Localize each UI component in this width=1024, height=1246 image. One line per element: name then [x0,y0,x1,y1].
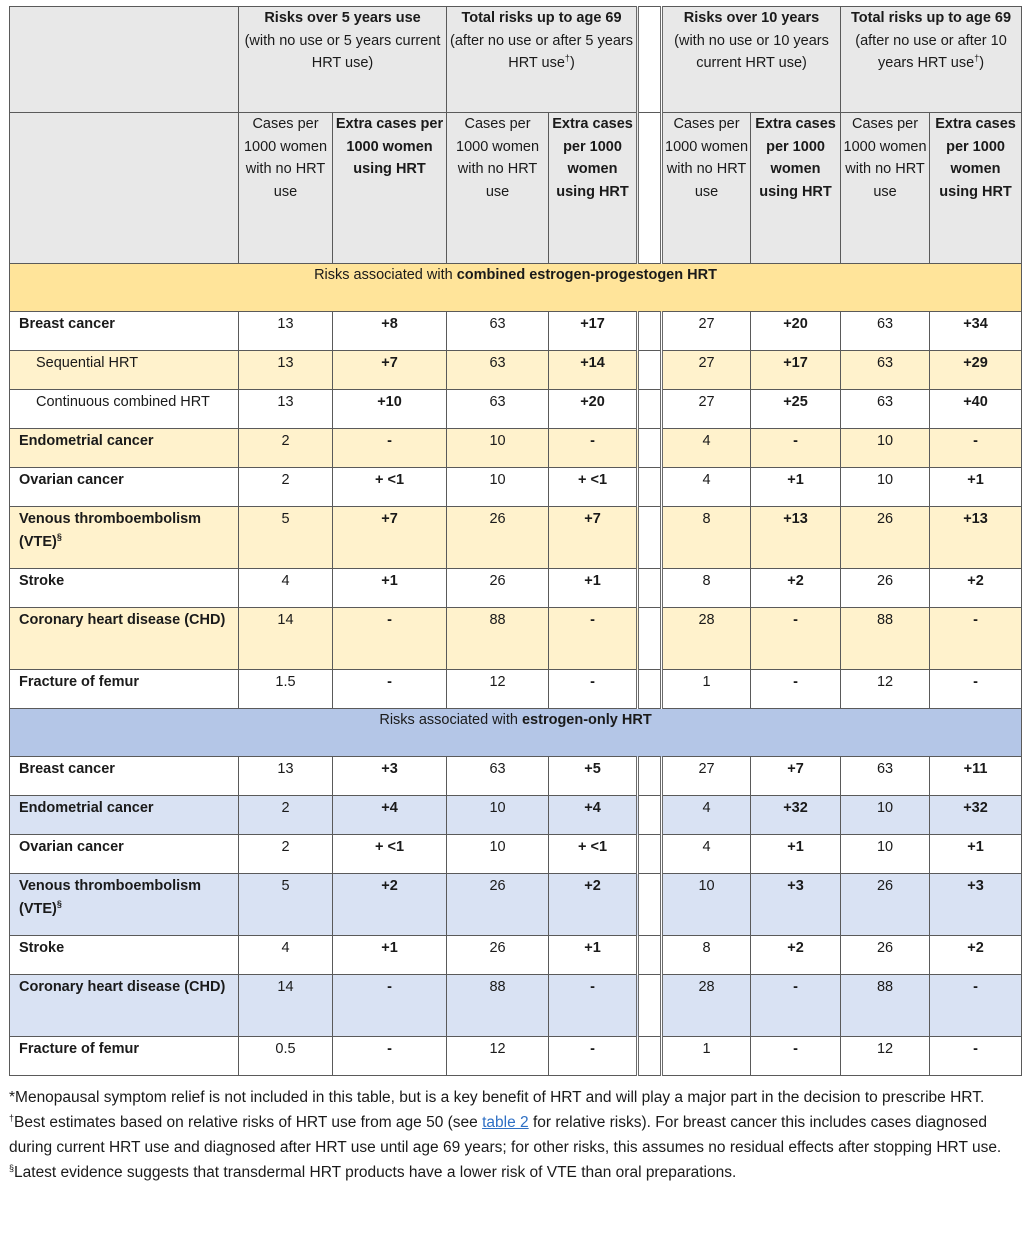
sub-header-extra: Extra cases per 1000 women using HRT [549,113,638,264]
baseline-cases-cell: 63 [447,757,549,796]
baseline-cases-cell: 88 [841,608,930,670]
extra-cases-cell: +17 [549,312,638,351]
dagger-mark: † [974,53,980,63]
baseline-cases-cell: 63 [447,351,549,390]
baseline-cases-cell: 13 [239,312,333,351]
section-combined-rows [10,312,1022,709]
row-label [10,757,239,796]
column-spacer [638,113,662,264]
extra-cases-cell: - [333,975,447,1037]
extra-cases-cell: - [333,608,447,670]
table-row [10,507,1022,569]
sub-header-extra: Extra cases per 1000 women using HRT [751,113,841,264]
header-corner-cell [10,113,239,264]
extra-cases-cell: - [751,975,841,1037]
column-spacer [638,569,662,608]
hrt-risk-table [9,6,1022,1076]
extra-cases-cell: - [930,1037,1022,1076]
section-banner-text [10,709,1022,757]
sub-header-cases: Cases per 1000 women with no HRT use [239,113,333,264]
extra-cases-cell: - [751,608,841,670]
column-spacer [638,507,662,569]
extra-cases-cell: +4 [333,796,447,835]
column-spacer [638,936,662,975]
extra-cases-cell: - [930,975,1022,1037]
extra-cases-cell: - [751,429,841,468]
banner-bold: estrogen-only HRT [521,712,652,728]
extra-cases-cell: - [333,1037,447,1076]
group-header-subtitle: (after no use or after 5 years HRT use [450,32,633,71]
baseline-cases-cell: 26 [447,569,549,608]
baseline-cases-cell: 26 [841,874,930,936]
row-label-text: Breast cancer [19,761,115,777]
baseline-cases-cell: 10 [841,429,930,468]
paren-close: ) [979,55,985,71]
extra-cases-cell: +29 [930,351,1022,390]
baseline-cases-cell: 14 [239,608,333,670]
column-spacer [638,390,662,429]
table-row [10,390,1022,429]
table-row [10,569,1022,608]
baseline-cases-cell: 63 [447,312,549,351]
extra-cases-cell: + <1 [549,468,638,507]
baseline-cases-cell: 27 [662,757,751,796]
table-row [10,874,1022,936]
row-label [10,608,239,670]
row-label-text: Endometrial cancer [19,800,154,816]
baseline-cases-cell: 26 [841,569,930,608]
row-label-text: Continuous combined HRT [36,394,210,410]
row-label-text: Stroke [19,573,65,589]
extra-cases-cell: +2 [751,569,841,608]
baseline-cases-cell: 10 [447,796,549,835]
extra-cases-cell: +13 [751,507,841,569]
baseline-cases-cell: 12 [841,670,930,709]
baseline-cases-cell: 8 [662,569,751,608]
baseline-cases-cell: 1 [662,670,751,709]
extra-cases-cell: +10 [333,390,447,429]
extra-cases-cell: +5 [549,757,638,796]
table-row [10,796,1022,835]
extra-cases-cell: - [930,429,1022,468]
sub-header-extra: Extra cases per 1000 women using HRT [333,113,447,264]
baseline-cases-cell: 8 [662,507,751,569]
row-label [10,796,239,835]
baseline-cases-cell: 10 [447,835,549,874]
extra-cases-cell: +1 [930,468,1022,507]
extra-cases-cell: - [930,670,1022,709]
extra-cases-cell: +7 [751,757,841,796]
baseline-cases-cell: 2 [239,429,333,468]
extra-cases-cell: - [751,1037,841,1076]
banner-prefix: Risks associated with [379,712,522,728]
baseline-cases-cell: 10 [841,835,930,874]
row-label-text: Ovarian cancer [19,472,124,488]
baseline-cases-cell: 10 [447,429,549,468]
extra-cases-cell: +11 [930,757,1022,796]
baseline-cases-cell: 4 [239,569,333,608]
row-label-text: Stroke [19,940,65,956]
sub-header-cases: Cases per 1000 women with no HRT use [447,113,549,264]
baseline-cases-cell: 26 [841,507,930,569]
table-row [10,1037,1022,1076]
column-spacer [638,1037,662,1076]
baseline-cases-cell: 26 [447,874,549,936]
column-spacer [638,975,662,1037]
baseline-cases-cell: 1.5 [239,670,333,709]
extra-cases-cell: +13 [930,507,1022,569]
group-header-title: Total risks up to age 69 [461,10,622,26]
row-label [10,351,239,390]
extra-cases-cell: +17 [751,351,841,390]
baseline-cases-cell: 12 [447,1037,549,1076]
baseline-cases-cell: 13 [239,757,333,796]
baseline-cases-cell: 28 [662,608,751,670]
baseline-cases-cell: 26 [447,936,549,975]
footnotes [9,1085,1019,1185]
row-label [10,468,239,507]
baseline-cases-cell: 27 [662,312,751,351]
extra-cases-cell: +1 [751,835,841,874]
column-spacer [638,608,662,670]
section-banner-combined [10,264,1022,312]
group-header-subtitle: (with no use or 10 years current HRT use) [674,32,829,71]
row-label-text: Endometrial cancer [19,433,154,449]
sub-header-row [10,113,1022,264]
baseline-cases-cell: 63 [841,351,930,390]
group-header-10yr [662,7,841,113]
section-banner-text [10,264,1022,312]
row-label [10,312,239,351]
extra-cases-cell: - [549,1037,638,1076]
baseline-cases-cell: 10 [447,468,549,507]
extra-cases-cell: +40 [930,390,1022,429]
row-label [10,670,239,709]
footnote-section [9,1160,1019,1185]
table-row [10,975,1022,1037]
group-header-title: Risks over 10 years [683,10,820,26]
column-spacer [638,874,662,936]
baseline-cases-cell: 12 [841,1037,930,1076]
baseline-cases-cell: 5 [239,507,333,569]
row-label [10,507,239,569]
baseline-cases-cell: 13 [239,390,333,429]
banner-prefix: Risks associated with [314,267,457,283]
table-row [10,608,1022,670]
column-spacer [638,670,662,709]
extra-cases-cell: +2 [333,874,447,936]
table-row [10,351,1022,390]
baseline-cases-cell: 63 [841,757,930,796]
row-label [10,936,239,975]
baseline-cases-cell: 4 [662,468,751,507]
extra-cases-cell: +14 [549,351,638,390]
extra-cases-cell: +1 [333,569,447,608]
extra-cases-cell: +1 [751,468,841,507]
extra-cases-cell: - [333,429,447,468]
extra-cases-cell: +8 [333,312,447,351]
extra-cases-cell: +2 [751,936,841,975]
extra-cases-cell: - [549,670,638,709]
extra-cases-cell: - [333,670,447,709]
baseline-cases-cell: 27 [662,390,751,429]
extra-cases-cell: +32 [751,796,841,835]
extra-cases-cell: +34 [930,312,1022,351]
baseline-cases-cell: 2 [239,468,333,507]
row-label-text: Fracture of femur [19,1041,140,1057]
row-label-text: Venous thromboembolism (VTE) [19,878,202,917]
sub-header-extra: Extra cases per 1000 women using HRT [930,113,1022,264]
table-row [10,757,1022,796]
footnote-star: *Menopausal symptom relief is not included in this table, but is a key benefit of HRT and will play a major part in the decision to prescribe HRT. [9,1089,985,1106]
extra-cases-cell: +4 [549,796,638,835]
dagger-mark: † [9,1113,15,1123]
footnote-text: Latest evidence suggests that transdermal HRT products have a lower risk of VTE than oral preparations. [14,1164,737,1181]
group-header-total-10yr [841,7,1022,113]
table-row [10,429,1022,468]
extra-cases-cell: +3 [930,874,1022,936]
group-header-title: Total risks up to age 69 [850,10,1012,26]
row-label [10,569,239,608]
baseline-cases-cell: 10 [841,468,930,507]
baseline-cases-cell: 5 [239,874,333,936]
baseline-cases-cell: 63 [447,390,549,429]
group-header-subtitle: (with no use or 5 years current HRT use) [244,32,441,71]
header-corner-cell [10,7,239,113]
dagger-mark: † [564,53,570,63]
column-spacer [638,312,662,351]
extra-cases-cell: - [549,608,638,670]
extra-cases-cell: +2 [930,936,1022,975]
column-spacer [638,351,662,390]
section-mark: § [56,898,62,909]
column-spacer [638,468,662,507]
extra-cases-cell: + <1 [333,468,447,507]
baseline-cases-cell: 4 [239,936,333,975]
row-label-text: Venous thromboembolism (VTE) [19,511,202,550]
extra-cases-cell: - [751,670,841,709]
baseline-cases-cell: 63 [841,390,930,429]
extra-cases-cell: +1 [549,936,638,975]
baseline-cases-cell: 13 [239,351,333,390]
extra-cases-cell: +32 [930,796,1022,835]
footnote-text: Best estimates based on relative risks of HRT use from age 50 (see [14,1114,483,1131]
table-row [10,835,1022,874]
paren-close: ) [569,55,575,71]
column-spacer [638,7,662,113]
extra-cases-cell: +3 [751,874,841,936]
extra-cases-cell: +7 [333,351,447,390]
extra-cases-cell: - [549,975,638,1037]
column-spacer [638,757,662,796]
baseline-cases-cell: 1 [662,1037,751,1076]
baseline-cases-cell: 88 [447,608,549,670]
extra-cases-cell: +1 [333,936,447,975]
row-label-text: Breast cancer [19,316,115,332]
extra-cases-cell: +7 [333,507,447,569]
row-label [10,390,239,429]
baseline-cases-cell: 26 [447,507,549,569]
section-mark: § [9,1163,15,1173]
table-2-link[interactable]: table 2 [482,1114,529,1131]
baseline-cases-cell: 10 [662,874,751,936]
row-label [10,429,239,468]
extra-cases-cell: - [549,429,638,468]
baseline-cases-cell: 10 [841,796,930,835]
footnote-text: for relative risks). For breast cancer this includes cases diagnosed during current HRT use and diagnosed after HRT use until age 69 years; for other risks, this assumes no residual effects after stopping HRT use. [9,1114,1002,1156]
extra-cases-cell: +7 [549,507,638,569]
row-label [10,835,239,874]
row-label-text: Coronary heart disease (CHD) [19,612,226,628]
extra-cases-cell: +25 [751,390,841,429]
extra-cases-cell: - [930,608,1022,670]
baseline-cases-cell: 2 [239,796,333,835]
footnote-dagger [9,1110,1019,1160]
group-header-subtitle: (after no use or after 10 years HRT use [855,32,1007,71]
extra-cases-cell: + <1 [549,835,638,874]
baseline-cases-cell: 0.5 [239,1037,333,1076]
column-spacer [638,429,662,468]
baseline-cases-cell: 4 [662,835,751,874]
baseline-cases-cell: 12 [447,670,549,709]
baseline-cases-cell: 4 [662,796,751,835]
section-banner-estrogen-only [10,709,1022,757]
baseline-cases-cell: 28 [662,975,751,1037]
section-estrogen-only-rows [10,757,1022,1076]
baseline-cases-cell: 88 [841,975,930,1037]
group-header-title: Risks over 5 years use [264,10,421,26]
extra-cases-cell: +20 [549,390,638,429]
table-row [10,312,1022,351]
group-header-total-5yr [447,7,638,113]
extra-cases-cell: +1 [549,569,638,608]
extra-cases-cell: +3 [333,757,447,796]
extra-cases-cell: +2 [549,874,638,936]
extra-cases-cell: +1 [930,835,1022,874]
baseline-cases-cell: 88 [447,975,549,1037]
baseline-cases-cell: 4 [662,429,751,468]
extra-cases-cell: + <1 [333,835,447,874]
row-label-text: Fracture of femur [19,674,140,690]
row-label-text: Coronary heart disease (CHD) [19,979,226,995]
sub-header-cases: Cases per 1000 women with no HRT use [662,113,751,264]
group-header-5yr [239,7,447,113]
column-spacer [638,796,662,835]
sub-header-cases: Cases per 1000 women with no HRT use [841,113,930,264]
baseline-cases-cell: 8 [662,936,751,975]
extra-cases-cell: +20 [751,312,841,351]
row-label-text: Ovarian cancer [19,839,124,855]
table-row [10,468,1022,507]
banner-bold: combined estrogen-progestogen HRT [456,267,717,283]
row-label [10,1037,239,1076]
table-row [10,936,1022,975]
group-header-row [10,7,1022,113]
extra-cases-cell: +2 [930,569,1022,608]
baseline-cases-cell: 26 [841,936,930,975]
row-label [10,975,239,1037]
table-row [10,670,1022,709]
section-mark: § [56,531,62,542]
baseline-cases-cell: 2 [239,835,333,874]
column-spacer [638,835,662,874]
baseline-cases-cell: 63 [841,312,930,351]
row-label-text: Sequential HRT [36,355,139,371]
baseline-cases-cell: 27 [662,351,751,390]
row-label [10,874,239,936]
baseline-cases-cell: 14 [239,975,333,1037]
